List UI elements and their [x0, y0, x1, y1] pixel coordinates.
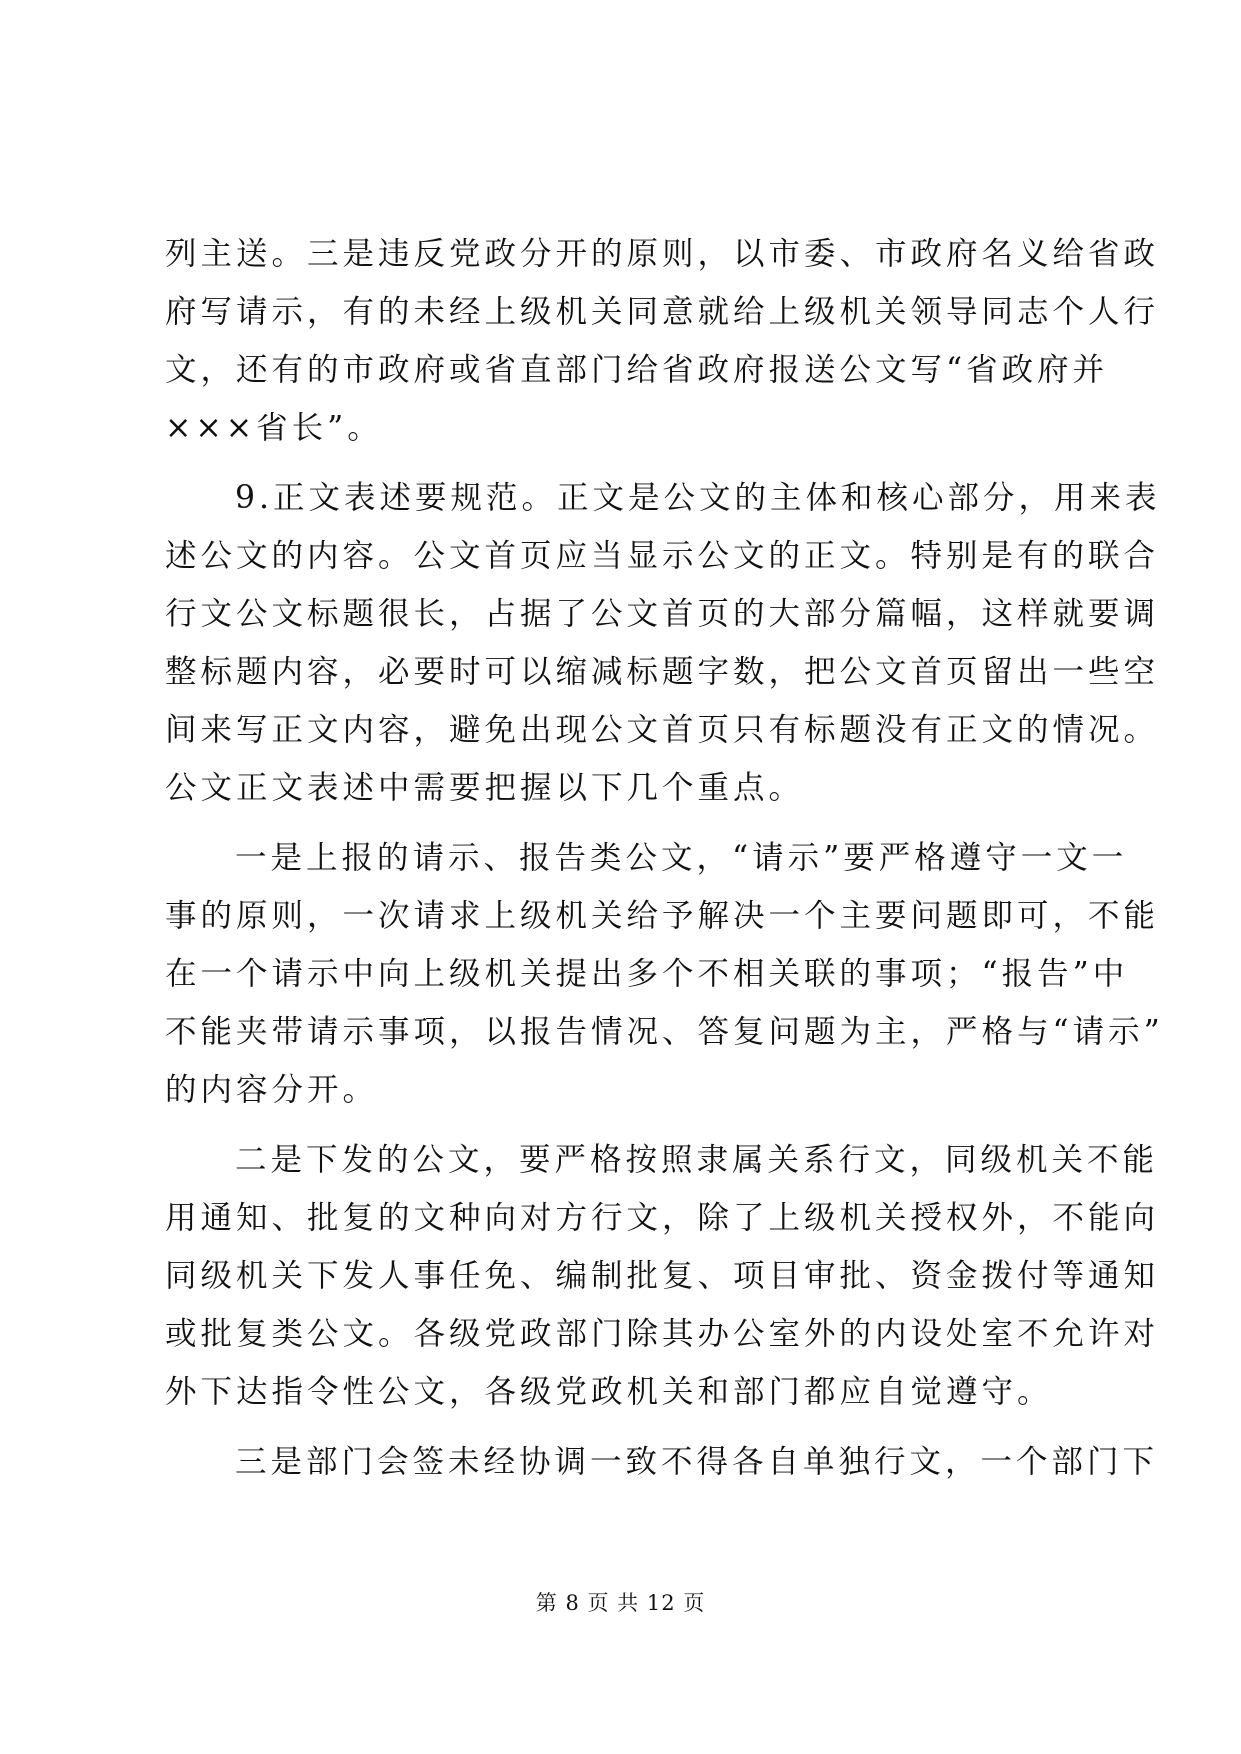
- text-line: ×××省长”。: [165, 410, 383, 446]
- text-line: 一是上报的请示、报告类公文，“请示”要严格遵守一文一: [235, 840, 1128, 876]
- text-line: 三是部门会签未经协调一致不得各自单独行文，一个部门下: [235, 1444, 1159, 1480]
- text-line: 列主送。三是违反党政分开的原则，以市委、市政府名义给省政: [165, 236, 1160, 272]
- text-line: 整标题内容，必要时可以缩减标题字数，把公文首页留出一些空: [165, 654, 1160, 690]
- text-line: 的内容分开。: [165, 1072, 379, 1108]
- text-line: 行文公文标题很长，占据了公文首页的大部分篇幅，这样就要调: [165, 596, 1160, 632]
- text-line: 述公文的内容。公文首页应当显示公文的正文。特别是有的联合: [165, 538, 1160, 574]
- paragraph: [165, 829, 1164, 1119]
- paragraph: [165, 469, 1161, 817]
- text-line: 用通知、批复的文种向对方行文，除了上级机关授权外，不能向: [165, 1200, 1160, 1236]
- text-line: 在一个请示中向上级机关提出多个不相关联的事项；“报告”中: [165, 956, 1129, 992]
- text-line: 公文正文表述中需要把握以下几个重点。: [165, 770, 805, 806]
- text-line: 文，还有的市政府或省直部门给省政府报送公文写“省政府并: [165, 352, 1109, 388]
- paragraph: [165, 1433, 1159, 1491]
- text-line: 事的原则，一次请求上级机关给予解决一个主要问题即可，不能: [165, 898, 1160, 934]
- paragraph: [165, 225, 1160, 457]
- text-line: 9.正文表述要规范。正文是公文的主体和核心部分，用来表: [235, 480, 1161, 516]
- page-footer: [0, 1588, 1241, 1618]
- text-line: 或批复类公文。各级党政部门除其办公室外的内设处室不允许对: [165, 1316, 1160, 1352]
- text-line: 二是下发的公文，要严格按照隶属关系行文，同级机关不能: [235, 1142, 1159, 1178]
- paragraph: [165, 1131, 1160, 1421]
- text-line: 同级机关下发人事任免、编制批复、项目审批、资金拨付等通知: [165, 1258, 1160, 1294]
- text-line: 不能夹带请示事项，以报告情况、答复问题为主，严格与“请示”: [165, 1014, 1164, 1050]
- text-line: 间来写正文内容，避免出现公文首页只有标题没有正文的情况。: [165, 712, 1160, 748]
- text-line: 外下达指令性公文，各级党政机关和部门都应自觉遵守。: [165, 1374, 1053, 1410]
- document-body: [165, 225, 1164, 1491]
- text-line: 府写请示，有的未经上级机关同意就给上级机关领导同志个人行: [165, 294, 1160, 330]
- page-number: 第 8 页 共 12 页: [535, 1591, 706, 1615]
